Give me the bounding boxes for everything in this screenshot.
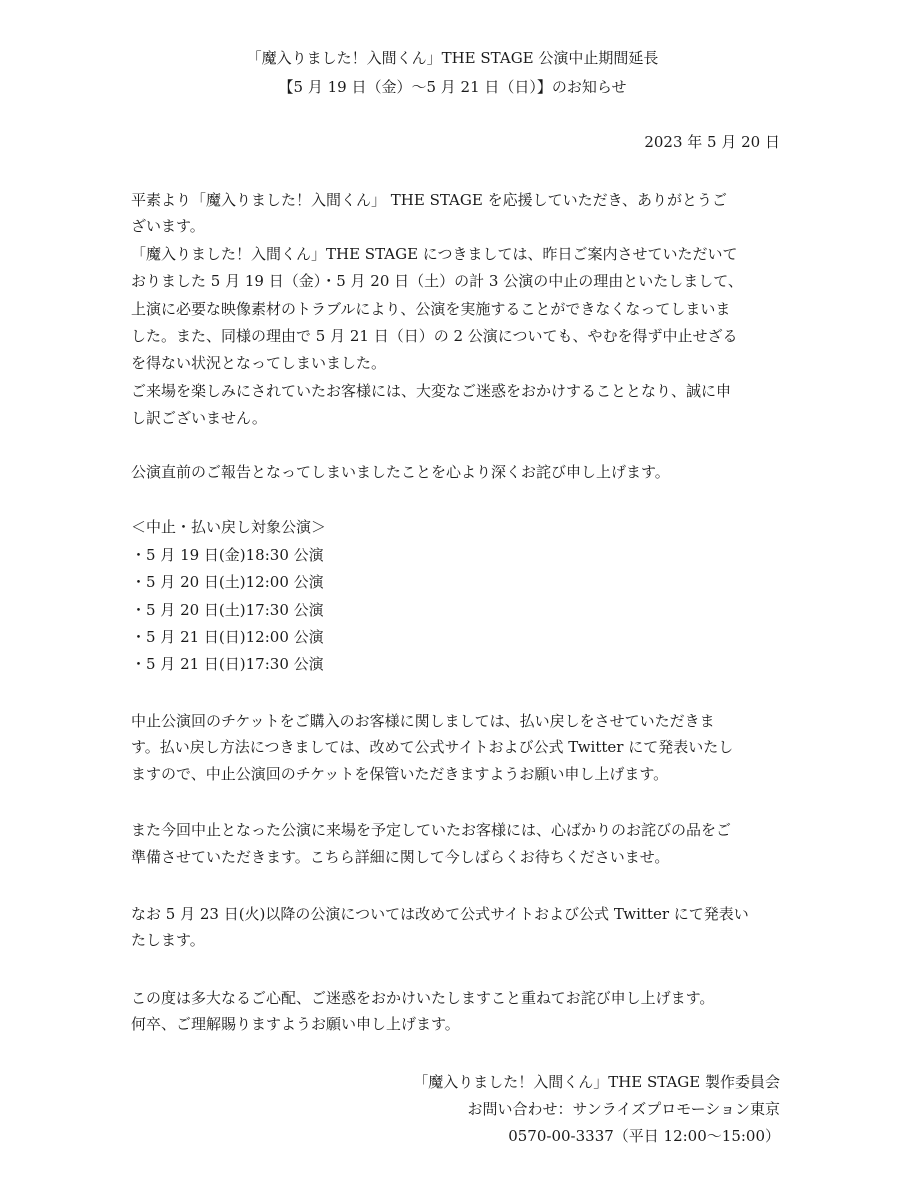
- intro-line: 平素より「魔入りました！入間くん」 THE STAGE を応援していただき、ありがとうご: [131, 191, 727, 209]
- cancelled-list-heading: ＜中止・払い戻し対象公演＞: [131, 518, 327, 536]
- cancelled-show-item: ・5 月 21 日(日)12:00 公演: [131, 628, 324, 646]
- future-line: たします。: [131, 931, 205, 949]
- notice-date: 2023 年 5 月 20 日: [644, 133, 780, 151]
- refund-line: ますので、中止公演回のチケットを保管いただきますようお願い申し上げます。: [131, 765, 669, 783]
- intro-line: ざいます。: [131, 217, 205, 235]
- gift-line: 準備させていただきます。こちら詳細に関して今しばらくお待ちくださいませ。: [131, 848, 670, 866]
- intro-line: おりました 5 月 19 日（金）・5 月 20 日（土）の計 3 公演の中止の理由といたしまして、: [131, 272, 743, 290]
- cancelled-show-item: ・5 月 19 日(金)18:30 公演: [131, 546, 324, 564]
- intro-line: した。また、同様の理由で 5 月 21 日（日）の 2 公演についても、やむを得ず中止せざる: [131, 327, 738, 345]
- intro-line: 上演に必要な映像素材のトラブルにより、公演を実施することができなくなってしまいま: [131, 300, 731, 318]
- gift-line: また今回中止となった公演に来場を予定していたお客様には、心ばかりのお詫びの品をご: [131, 821, 732, 839]
- cancelled-show-item: ・5 月 21 日(日)17:30 公演: [131, 655, 324, 673]
- notice-title-line1: 「魔入りました！入間くん」THE STAGE 公演中止期間延長: [246, 49, 659, 67]
- notice-title-line2: 【5 月 19 日（金）～5 月 21 日（日）】のお知らせ: [278, 78, 627, 96]
- cancelled-show-item: ・5 月 20 日(土)12:00 公演: [131, 573, 324, 591]
- cancelled-show-item: ・5 月 20 日(土)17:30 公演: [131, 601, 324, 619]
- closing-line: 何卒、ご理解賜りますようお願い申し上げます。: [131, 1015, 460, 1033]
- signature-org: 「魔入りました！入間くん」THE STAGE 製作委員会: [413, 1073, 780, 1091]
- intro-line: し訳ございません。: [131, 409, 267, 427]
- future-line: なお 5 月 23 日(火)以降の公演については改めて公式サイトおよび公式 Twitter にて発表い: [131, 905, 749, 923]
- refund-line: す。払い戻し方法につきましては、改めて公式サイトおよび公式 Twitter にて発表いたし: [131, 738, 734, 756]
- apology-line: 公演直前のご報告となってしまいましたことを心より深くお詫び申し上げます。: [131, 463, 670, 481]
- signature-phone: 0570-00-3337（平日 12:00～15:00）: [508, 1127, 780, 1145]
- closing-line: この度は多大なるご心配、ご迷惑をおかけいたしますこと重ねてお詫び申し上げます。: [131, 989, 715, 1007]
- intro-line: ご来場を楽しみにされていたお客様には、大変なご迷惑をおかけすることとなり、誠に申: [131, 382, 732, 400]
- intro-line: 「魔入りました！入間くん」THE STAGE につきましては、昨日ご案内させていただいて: [131, 245, 738, 263]
- intro-line: を得ない状況となってしまいました。: [131, 354, 387, 372]
- refund-line: 中止公演回のチケットをご購入のお客様に関しましては、払い戻しをさせていただきま: [131, 712, 715, 730]
- signature-contact: お問い合わせ：サンライズプロモーション東京: [467, 1100, 780, 1118]
